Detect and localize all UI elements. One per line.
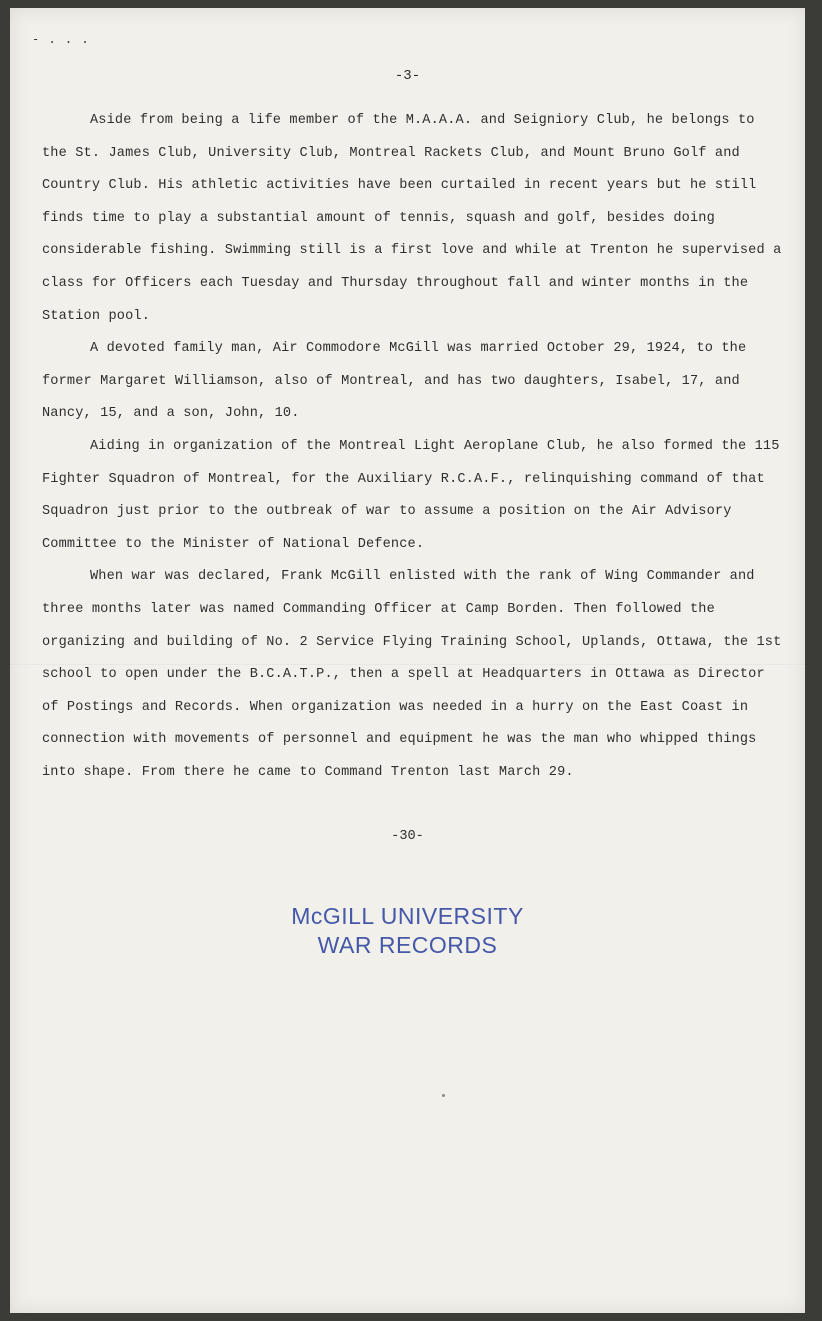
- page-number: -3-: [394, 68, 421, 84]
- body-text: [42, 105, 782, 789]
- document-page: [10, 8, 805, 1313]
- end-mark: -30-: [391, 829, 424, 844]
- paragraph-memberships: Aside from being a life member of the M.A.A.A. and Seigniory Club, he belongs to the St. James Club, University Club, Montreal Rackets Club, and Mount Bruno Golf and Country Club. His athletic activities have been curtailed in recent years but he still finds time to play a substantial amount of tennis, squash and golf, besides doing considerable fishing. Swimming still is a first love and while at Trenton he supervised a class for Officers each Tuesday and Thursday throughout fall and winter months in the Station pool.: [42, 113, 782, 324]
- paragraph-aeroplane-club: Aiding in organization of the Montreal Light Aeroplane Club, he also formed the 115 Fighter Squadron of Montreal, for the Auxiliary R.C.A.F., relinquishing command of that Squadron just prior to the outbreak of war to assume a position on the Air Advisory Committee to the Minister of National Defence.: [42, 438, 780, 552]
- corner-mark: - . . .: [32, 32, 90, 46]
- paragraph-war-service: When war was declared, Frank McGill enlisted with the rank of Wing Commander and three months later was named Commanding Officer at Camp Borden. Then followed the organizing and building of No. 2 Service Flying Training School, Uplands, Ottawa, the 1st school to open under the B.C.A.T.P., then a spell at Headquarters in Ottawa as Director of Postings and Records. When organization was needed in a hurry on the East Coast in connection with movements of personnel and equipment he was the man who whipped things into shape. From there he came to Command Trenton last March 29.: [42, 569, 782, 780]
- stamp-line-2: WAR RECORDS: [317, 932, 498, 958]
- stamp-line-1: McGILL UNIVERSITY: [291, 903, 524, 929]
- paragraph-family: A devoted family man, Air Commodore McGill was married October 29, 1924, to the former Margaret Williamson, also of Montreal, and has two daughters, Isabel, 17, and Nancy, 15, and a son, John, 10.: [42, 341, 747, 422]
- war-records-stamp: [10, 902, 805, 960]
- paper-speck: [442, 1094, 445, 1097]
